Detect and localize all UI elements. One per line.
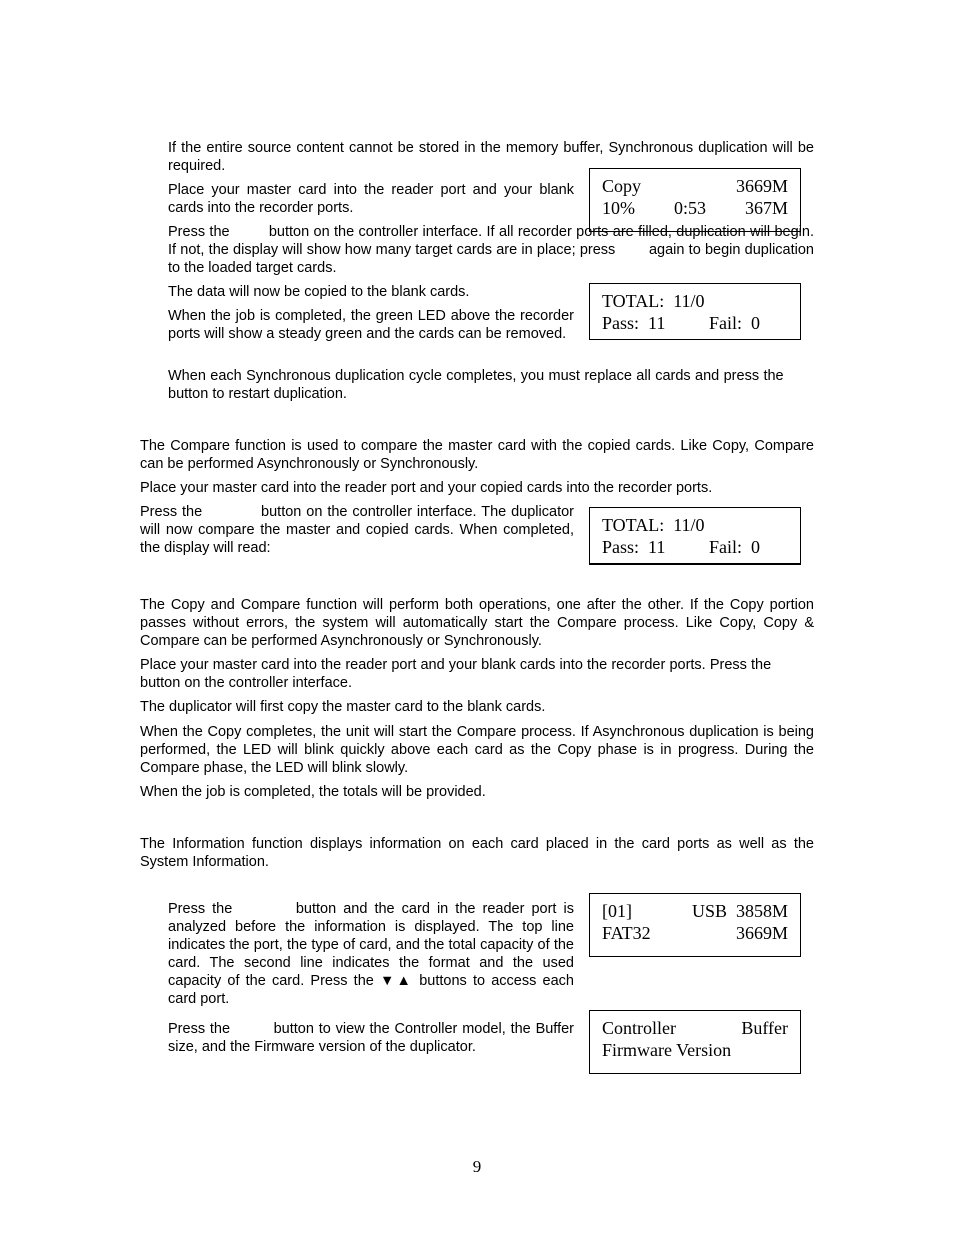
lcd-used-capacity: 3669M	[735, 923, 788, 943]
lcd-pass-count: Pass: 11	[602, 313, 666, 333]
lcd-fail-count: Fail: 0	[708, 313, 760, 333]
lcd-copy-time: 0:53	[673, 198, 706, 218]
lcd-totals-compare	[589, 507, 801, 565]
lcd-port-number: [01]	[602, 901, 632, 921]
lcd-card-type-capacity: USB 3858M	[691, 901, 788, 921]
lcd-copy-percent: 10%	[602, 198, 635, 218]
info-system-paragraph: Press the button to view the Controller model, the Buffer size, and the Firmware version of the duplicator.	[168, 1021, 574, 1055]
page-number: 9	[472, 1157, 482, 1176]
lcd-copy-amount: 367M	[744, 198, 788, 218]
copy-compare-intro-paragraph: The Copy and Compare function will perform both operations, one after the other. If the Copy portion passes without errors, the system will automatically start the Compare process. Like Copy, Copy & Compare can be performed Asynchronously or Synchronously.	[140, 597, 814, 649]
lcd-total-count: TOTAL: 11/0	[602, 291, 705, 311]
sync-data-copied-paragraph: The data will now be copied to the blank cards.	[168, 284, 470, 300]
lcd-total-count: TOTAL: 11/0	[602, 515, 705, 535]
lcd-controller-label: Controller	[602, 1018, 676, 1038]
copy-compare-led-paragraph: When the Copy completes, the unit will start the Compare process. If Asynchronous duplication is being performed, the LED will blink quickly above each card as the Copy phase is in progress. During the Compare phase, the LED will blink slowly.	[140, 724, 814, 776]
lcd-card-info	[589, 893, 801, 957]
info-intro-paragraph: The Information function displays information on each card placed in the card ports as well as the System Information.	[140, 836, 814, 870]
sync-place-cards-paragraph: Place your master card into the reader port and your blank cards into the recorder ports.	[168, 182, 574, 216]
sync-press-paragraph: Press the button on the controller interface. If all recorder ports are filled, duplication will begin. If not, the display will show how many target cards are in place; press again to begin duplication to the loaded target cards.	[168, 224, 814, 276]
lcd-firmware-label: Firmware Version	[602, 1040, 732, 1060]
lcd-totals-sync	[589, 283, 801, 340]
copy-compare-totals-paragraph: When the job is completed, the totals will be provided.	[140, 784, 486, 800]
copy-compare-place-paragraph: Place your master card into the reader port and your blank cards into the recorder ports. Press the button on the controller interface.	[140, 657, 800, 691]
lcd-system-info	[589, 1010, 801, 1074]
sync-cycle-paragraph: When each Synchronous duplication cycle completes, you must replace all cards and press the button to restart duplication.	[168, 368, 814, 402]
lcd-copy-label: Copy	[602, 176, 642, 196]
compare-press-paragraph: Press the button on the controller interface. The duplicator will now compare the master and copied cards. When completed, the display will read:	[140, 504, 574, 556]
compare-intro-paragraph: The Compare function is used to compare the master card with the copied cards. Like Copy, Compare can be performed Asynchronously or Synchronously.	[140, 438, 814, 472]
copy-compare-first-copy-paragraph: The duplicator will first copy the master card to the blank cards.	[140, 699, 546, 715]
sync-intro-paragraph: If the entire source content cannot be stored in the memory buffer, Synchronous duplication will be required.	[168, 140, 814, 174]
sync-job-complete-paragraph: When the job is completed, the green LED above the recorder ports will show a steady green and the cards can be removed.	[168, 308, 574, 342]
lcd-pass-count: Pass: 11	[602, 537, 666, 557]
lcd-copy-capacity: 3669M	[735, 176, 788, 196]
compare-place-cards-paragraph: Place your master card into the reader port and your copied cards into the recorder ports.	[140, 480, 713, 496]
lcd-card-format: FAT32	[602, 923, 651, 943]
info-card-paragraph: Press the button and the card in the reader port is analyzed before the information is displayed. The top line indicates the port, the type of card, and the total capacity of the card. The second line indicates the format and the used capacity of the card. Press the ▼▲ buttons to access each card port.	[168, 901, 574, 1007]
lcd-fail-count: Fail: 0	[708, 537, 760, 557]
lcd-buffer-label: Buffer	[741, 1018, 788, 1038]
